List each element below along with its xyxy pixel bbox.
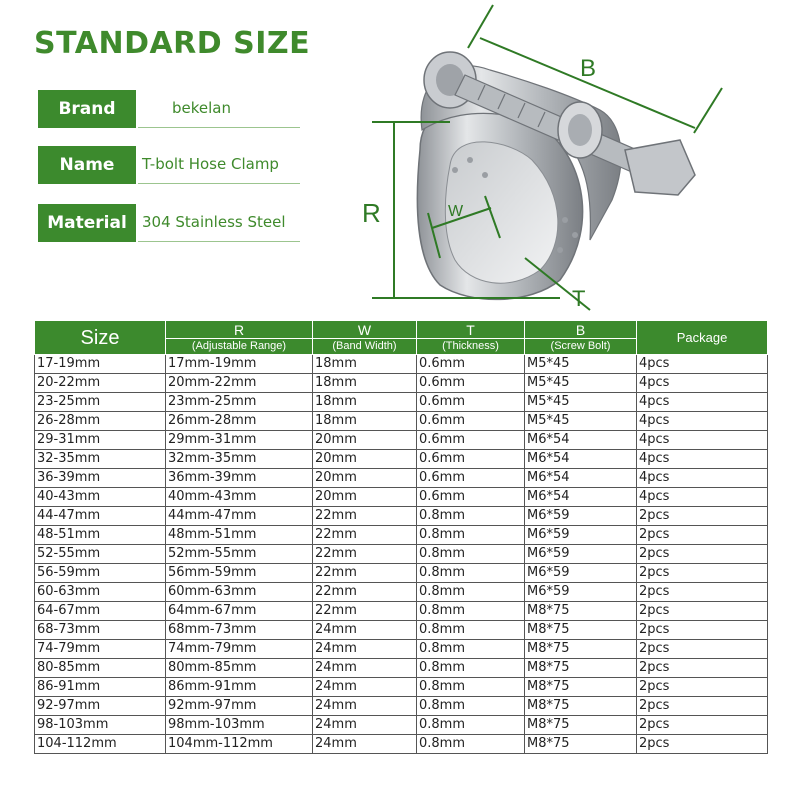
cell-package: 2pcs xyxy=(637,526,768,545)
cell-screw-bolt: M5*45 xyxy=(525,355,637,374)
cell-band-width: 20mm xyxy=(313,488,417,507)
cell-range: 32mm-35mm xyxy=(166,450,313,469)
cell-size: 98-103mm xyxy=(35,716,166,735)
cell-band-width: 22mm xyxy=(313,583,417,602)
cell-screw-bolt: M6*59 xyxy=(525,507,637,526)
cell-size: 17-19mm xyxy=(35,355,166,374)
table-row xyxy=(35,659,768,678)
cell-range: 92mm-97mm xyxy=(166,697,313,716)
page-title: STANDARD SIZE xyxy=(34,26,311,61)
header-r xyxy=(166,321,313,355)
cell-range: 60mm-63mm xyxy=(166,583,313,602)
cell-range: 26mm-28mm xyxy=(166,412,313,431)
cell-size: 52-55mm xyxy=(35,545,166,564)
header-size: Size xyxy=(35,321,166,355)
dimension-label-w: W xyxy=(448,203,464,220)
cell-screw-bolt: M8*75 xyxy=(525,640,637,659)
cell-screw-bolt: M5*45 xyxy=(525,374,637,393)
header-t-subtitle: (Thickness) xyxy=(417,338,524,354)
cell-band-width: 24mm xyxy=(313,659,417,678)
cell-range: 56mm-59mm xyxy=(166,564,313,583)
cell-band-width: 22mm xyxy=(313,602,417,621)
table-row xyxy=(35,355,768,374)
size-spec-table xyxy=(34,320,768,754)
header-w-title: W xyxy=(357,322,372,338)
cell-size: 48-51mm xyxy=(35,526,166,545)
cell-size: 68-73mm xyxy=(35,621,166,640)
cell-screw-bolt: M6*59 xyxy=(525,583,637,602)
table-body xyxy=(35,355,768,754)
header-w xyxy=(313,321,417,355)
cell-package: 4pcs xyxy=(637,431,768,450)
dimension-label-t: T xyxy=(572,286,586,311)
table-row xyxy=(35,488,768,507)
cell-package: 4pcs xyxy=(637,393,768,412)
cell-size: 29-31mm xyxy=(35,431,166,450)
table-row xyxy=(35,716,768,735)
table-row xyxy=(35,564,768,583)
cell-range: 86mm-91mm xyxy=(166,678,313,697)
spec-row-material xyxy=(38,204,300,242)
cell-package: 4pcs xyxy=(637,469,768,488)
cell-band-width: 22mm xyxy=(313,507,417,526)
cell-range: 20mm-22mm xyxy=(166,374,313,393)
cell-package: 2pcs xyxy=(637,507,768,526)
cell-screw-bolt: M8*75 xyxy=(525,735,637,754)
table-row xyxy=(35,507,768,526)
cell-screw-bolt: M6*59 xyxy=(525,564,637,583)
header-r-title: R xyxy=(233,322,245,338)
cell-package: 2pcs xyxy=(637,659,768,678)
cell-range: 74mm-79mm xyxy=(166,640,313,659)
cell-thickness: 0.8mm xyxy=(417,602,525,621)
cell-range: 68mm-73mm xyxy=(166,621,313,640)
cell-size: 44-47mm xyxy=(35,507,166,526)
cell-size: 26-28mm xyxy=(35,412,166,431)
cell-range: 48mm-51mm xyxy=(166,526,313,545)
header-t-title: T xyxy=(466,322,475,338)
header-b-subtitle: (Screw Bolt) xyxy=(525,338,636,354)
spec-underline xyxy=(138,241,300,242)
cell-screw-bolt: M6*54 xyxy=(525,431,637,450)
cell-band-width: 18mm xyxy=(313,393,417,412)
cell-band-width: 20mm xyxy=(313,431,417,450)
cell-range: 40mm-43mm xyxy=(166,488,313,507)
cell-package: 2pcs xyxy=(637,602,768,621)
table-header xyxy=(35,321,768,355)
cell-thickness: 0.8mm xyxy=(417,564,525,583)
spec-row-name xyxy=(38,146,300,184)
cell-thickness: 0.6mm xyxy=(417,450,525,469)
cell-package: 4pcs xyxy=(637,374,768,393)
cell-band-width: 18mm xyxy=(313,355,417,374)
cell-size: 20-22mm xyxy=(35,374,166,393)
cell-band-width: 22mm xyxy=(313,564,417,583)
cell-band-width: 20mm xyxy=(313,450,417,469)
cell-screw-bolt: M5*45 xyxy=(525,412,637,431)
cell-screw-bolt: M8*75 xyxy=(525,678,637,697)
cell-screw-bolt: M8*75 xyxy=(525,716,637,735)
cell-package: 4pcs xyxy=(637,450,768,469)
table-row xyxy=(35,621,768,640)
cell-size: 74-79mm xyxy=(35,640,166,659)
cell-thickness: 0.8mm xyxy=(417,507,525,526)
cell-band-width: 22mm xyxy=(313,526,417,545)
cell-thickness: 0.8mm xyxy=(417,583,525,602)
header-t xyxy=(417,321,525,355)
cell-band-width: 22mm xyxy=(313,545,417,564)
table-row xyxy=(35,678,768,697)
table-row xyxy=(35,602,768,621)
cell-range: 29mm-31mm xyxy=(166,431,313,450)
cell-thickness: 0.8mm xyxy=(417,526,525,545)
header-r-subtitle: (Adjustable Range) xyxy=(166,338,312,354)
cell-range: 98mm-103mm xyxy=(166,716,313,735)
cell-range: 64mm-67mm xyxy=(166,602,313,621)
table-row xyxy=(35,697,768,716)
spec-row-brand xyxy=(38,90,300,128)
cell-package: 2pcs xyxy=(637,735,768,754)
cell-thickness: 0.8mm xyxy=(417,678,525,697)
cell-thickness: 0.8mm xyxy=(417,545,525,564)
cell-band-width: 18mm xyxy=(313,412,417,431)
table-row xyxy=(35,374,768,393)
spec-value-material: 304 Stainless Steel xyxy=(142,213,286,231)
cell-band-width: 24mm xyxy=(313,640,417,659)
table-row xyxy=(35,583,768,602)
spec-label-brand: Brand xyxy=(38,90,136,128)
cell-package: 2pcs xyxy=(637,583,768,602)
header-package: Package xyxy=(637,321,768,355)
cell-package: 2pcs xyxy=(637,640,768,659)
cell-size: 64-67mm xyxy=(35,602,166,621)
table-row xyxy=(35,393,768,412)
cell-screw-bolt: M8*75 xyxy=(525,621,637,640)
cell-package: 2pcs xyxy=(637,716,768,735)
cell-screw-bolt: M5*45 xyxy=(525,393,637,412)
cell-band-width: 24mm xyxy=(313,678,417,697)
cell-thickness: 0.8mm xyxy=(417,621,525,640)
cell-range: 44mm-47mm xyxy=(166,507,313,526)
cell-thickness: 0.6mm xyxy=(417,374,525,393)
cell-package: 4pcs xyxy=(637,412,768,431)
spec-value-name: T-bolt Hose Clamp xyxy=(142,155,279,173)
spec-value-brand: bekelan xyxy=(172,99,231,117)
spec-underline xyxy=(138,183,300,184)
cell-thickness: 0.6mm xyxy=(417,469,525,488)
cell-screw-bolt: M6*59 xyxy=(525,545,637,564)
cell-range: 80mm-85mm xyxy=(166,659,313,678)
hose-clamp-illustration xyxy=(417,52,695,299)
cell-size: 23-25mm xyxy=(35,393,166,412)
cell-screw-bolt: M6*59 xyxy=(525,526,637,545)
table-row xyxy=(35,735,768,754)
cell-size: 56-59mm xyxy=(35,564,166,583)
cell-thickness: 0.8mm xyxy=(417,716,525,735)
table-row xyxy=(35,526,768,545)
cell-package: 2pcs xyxy=(637,545,768,564)
table-row xyxy=(35,450,768,469)
cell-thickness: 0.8mm xyxy=(417,640,525,659)
cell-range: 23mm-25mm xyxy=(166,393,313,412)
cell-band-width: 24mm xyxy=(313,621,417,640)
table-row xyxy=(35,640,768,659)
cell-band-width: 24mm xyxy=(313,716,417,735)
cell-package: 2pcs xyxy=(637,564,768,583)
cell-package: 4pcs xyxy=(637,488,768,507)
cell-range: 104mm-112mm xyxy=(166,735,313,754)
cell-size: 80-85mm xyxy=(35,659,166,678)
cell-screw-bolt: M8*75 xyxy=(525,697,637,716)
cell-size: 104-112mm xyxy=(35,735,166,754)
cell-band-width: 24mm xyxy=(313,697,417,716)
dimension-label-b: B xyxy=(580,55,597,82)
cell-thickness: 0.6mm xyxy=(417,412,525,431)
spec-underline xyxy=(138,127,300,128)
cell-band-width: 18mm xyxy=(313,374,417,393)
clamp-dimension-diagram xyxy=(360,0,800,315)
cell-band-width: 20mm xyxy=(313,469,417,488)
cell-band-width: 24mm xyxy=(313,735,417,754)
dimension-label-r: R xyxy=(362,198,381,228)
cell-screw-bolt: M8*75 xyxy=(525,659,637,678)
cell-screw-bolt: M8*75 xyxy=(525,602,637,621)
cell-screw-bolt: M6*54 xyxy=(525,488,637,507)
cell-package: 2pcs xyxy=(637,697,768,716)
cell-thickness: 0.8mm xyxy=(417,659,525,678)
cell-package: 2pcs xyxy=(637,678,768,697)
header-w-subtitle: (Band Width) xyxy=(313,338,416,354)
cell-size: 40-43mm xyxy=(35,488,166,507)
table-row xyxy=(35,412,768,431)
cell-thickness: 0.8mm xyxy=(417,735,525,754)
cell-thickness: 0.6mm xyxy=(417,431,525,450)
header-b-title: B xyxy=(575,322,586,338)
cell-size: 92-97mm xyxy=(35,697,166,716)
cell-thickness: 0.6mm xyxy=(417,355,525,374)
spec-label-material: Material xyxy=(38,204,136,242)
cell-range: 52mm-55mm xyxy=(166,545,313,564)
spec-label-name: Name xyxy=(38,146,136,184)
cell-range: 17mm-19mm xyxy=(166,355,313,374)
cell-package: 4pcs xyxy=(637,355,768,374)
cell-size: 32-35mm xyxy=(35,450,166,469)
cell-screw-bolt: M6*54 xyxy=(525,469,637,488)
table-row xyxy=(35,469,768,488)
cell-thickness: 0.8mm xyxy=(417,697,525,716)
cell-size: 60-63mm xyxy=(35,583,166,602)
cell-thickness: 0.6mm xyxy=(417,488,525,507)
cell-package: 2pcs xyxy=(637,621,768,640)
table-row xyxy=(35,545,768,564)
cell-screw-bolt: M6*54 xyxy=(525,450,637,469)
header-b xyxy=(525,321,637,355)
cell-thickness: 0.6mm xyxy=(417,393,525,412)
cell-range: 36mm-39mm xyxy=(166,469,313,488)
cell-size: 86-91mm xyxy=(35,678,166,697)
table-row xyxy=(35,431,768,450)
cell-size: 36-39mm xyxy=(35,469,166,488)
